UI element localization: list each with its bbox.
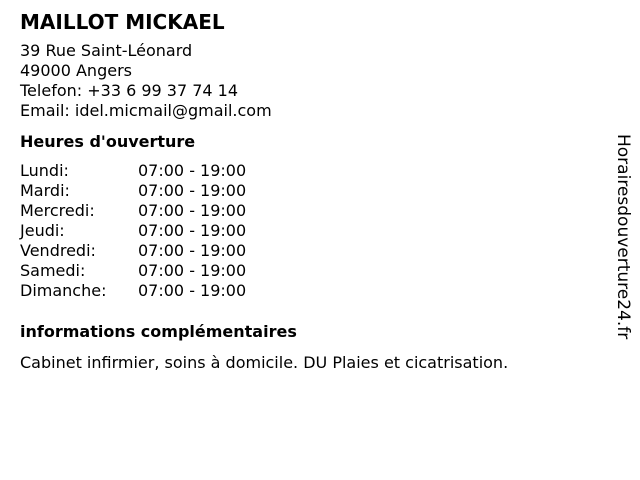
opening-hours-table <box>20 161 600 301</box>
address-line-1: 39 Rue Saint-Léonard <box>20 41 193 60</box>
hours-day: Mardi: <box>20 181 70 200</box>
hours-row <box>20 181 600 201</box>
address-line-2: 49000 Angers <box>20 61 132 80</box>
hours-row <box>20 201 600 221</box>
email-line: Email: idel.micmail@gmail.com <box>20 101 272 120</box>
hours-row <box>20 161 600 181</box>
hours-day: Samedi: <box>20 261 86 280</box>
business-name: MAILLOT MICKAEL <box>20 10 225 34</box>
hours-row <box>20 221 600 241</box>
hours-day: Lundi: <box>20 161 69 180</box>
hours-row <box>20 281 600 301</box>
hours-time: 07:00 - 19:00 <box>138 221 247 240</box>
hours-day: Mercredi: <box>20 201 95 220</box>
hours-time: 07:00 - 19:00 <box>138 241 247 260</box>
hours-time: 07:00 - 19:00 <box>138 261 247 280</box>
hours-time: 07:00 - 19:00 <box>138 281 247 300</box>
hours-row <box>20 261 600 281</box>
hours-day: Dimanche: <box>20 281 107 300</box>
hours-time: 07:00 - 19:00 <box>138 201 247 220</box>
business-card <box>20 9 600 373</box>
hours-day: Jeudi: <box>20 221 65 240</box>
hours-row <box>20 241 600 261</box>
site-watermark: Horairesdouverture24.fr <box>613 134 633 340</box>
hours-day: Vendredi: <box>20 241 96 260</box>
additional-info-title: informations complémentaires <box>20 322 297 341</box>
hours-time: 07:00 - 19:00 <box>138 181 247 200</box>
hours-time: 07:00 - 19:00 <box>138 161 247 180</box>
additional-info-text: Cabinet infirmier, soins à domicile. DU Plaies et cicatrisation. <box>20 353 509 372</box>
phone-line: Telefon: +33 6 99 37 74 14 <box>20 81 239 100</box>
opening-hours-title: Heures d'ouverture <box>20 132 196 151</box>
